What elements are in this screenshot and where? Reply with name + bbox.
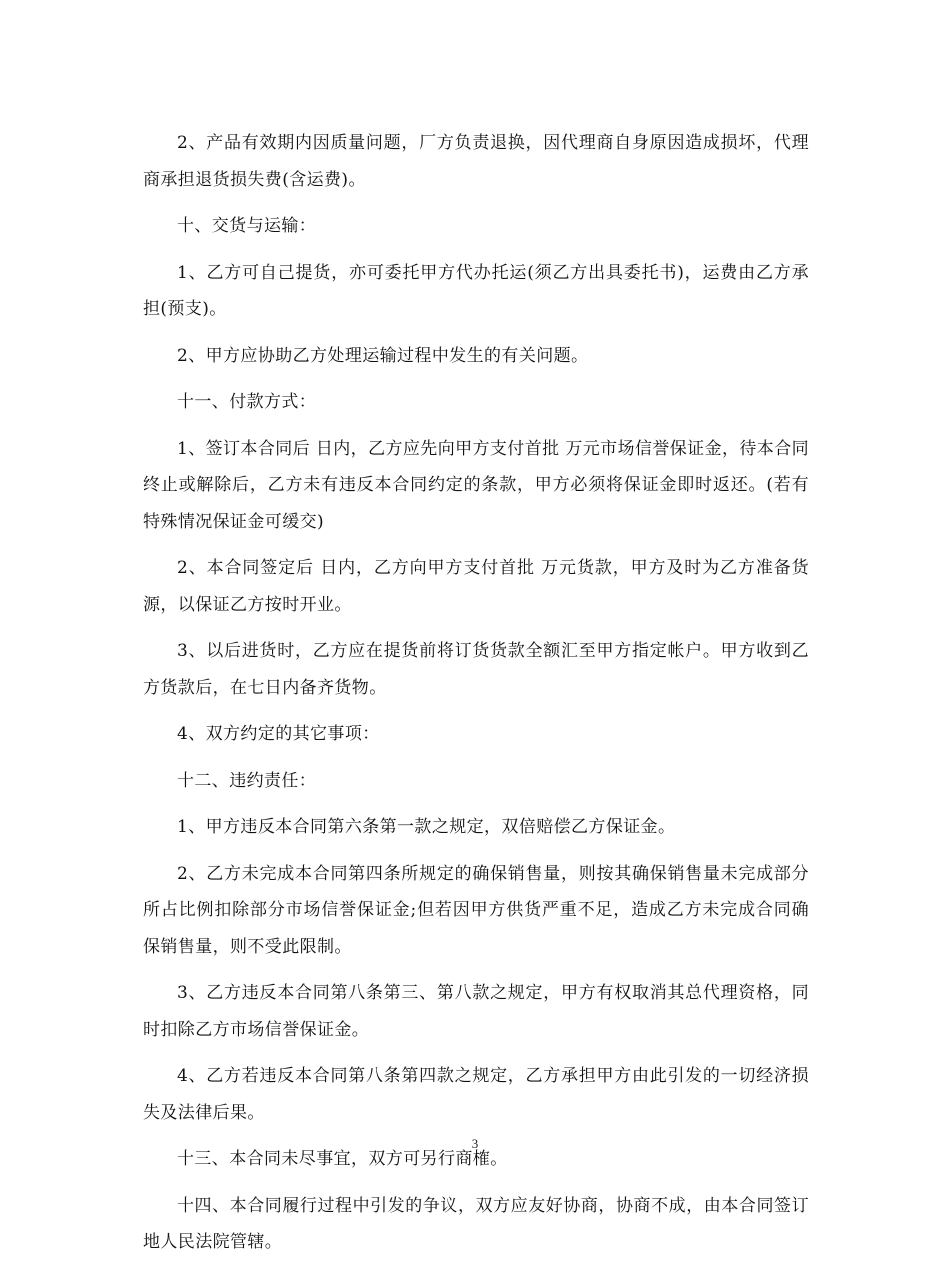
heading-payment-method: 十一、付款方式： — [177, 392, 317, 412]
paragraph-other-matters: 4、双方约定的其它事项： — [177, 724, 380, 744]
paragraph-losses-liability: 4、乙方若违反本合同第八条第四款之规定，乙方承担甲方由此引发的一切经济损失及法律后果。 — [143, 1066, 809, 1123]
paragraph-deposit: 1、签订本合同后 日内，乙方应先向甲方支付首批 万元市场信誉保证金，待本合同终止或解除后，乙方未有违反本合同约定的条款，甲方必须将保证金即时返还。(若有特殊情况保证金可缓交) — [143, 438, 809, 532]
document-body — [143, 125, 809, 1271]
paragraph-transport-assistance: 2、甲方应协助乙方处理运输过程中发生的有关问题。 — [177, 345, 589, 366]
page-number: 3 — [471, 1136, 479, 1151]
paragraph-future-orders: 3、以后进货时，乙方应在提货前将订货货款全额汇至甲方指定帐户。甲方收到乙方货款后，在七日内备齐货物。 — [143, 641, 809, 698]
paragraph-dispute-resolution: 十四、本合同履行过程中引发的争议，双方应友好协商，协商不成，由本合同签订地人民法院管辖。 — [143, 1195, 809, 1252]
paragraph-unresolved-matters: 十三、本合同未尽事宜，双方可另行商榷。 — [177, 1149, 508, 1169]
paragraph-party-a-breach: 1、甲方违反本合同第六条第一款之规定，双倍赔偿乙方保证金。 — [177, 817, 676, 837]
heading-delivery-transport: 十、交货与运输： — [177, 216, 317, 236]
paragraph-pickup-shipping: 1、乙方可自己提货，亦可委托甲方代办托运(须乙方出具委托书)，运费由乙方承担(预支)。 — [143, 262, 809, 319]
paragraph-first-payment: 2、本合同签定后 日内，乙方向甲方支付首批 万元货款，甲方及时为乙方准备货源，以保证乙方按时开业。 — [143, 558, 809, 615]
paragraph-warranty-returns: 2、产品有效期内因质量问题，厂方负责退换，因代理商自身原因造成损坏，代理商承担退货损失费(含运费)。 — [143, 133, 809, 190]
heading-breach-liability: 十二、违约责任： — [177, 770, 317, 791]
paragraph-sales-shortfall: 2、乙方未完成本合同第四条所规定的确保销售量，则按其确保销售量未完成部分所占比例扣除部分市场信誉保证金;但若因甲方供货严重不足，造成乙方未完成合同确保销售量，则不受此限制。 — [143, 863, 809, 957]
paragraph-agency-revocation: 3、乙方违反本合同第八条第三、第八款之规定，甲方有权取消其总代理资格，同时扣除乙方市场信誉保证金。 — [143, 983, 809, 1040]
